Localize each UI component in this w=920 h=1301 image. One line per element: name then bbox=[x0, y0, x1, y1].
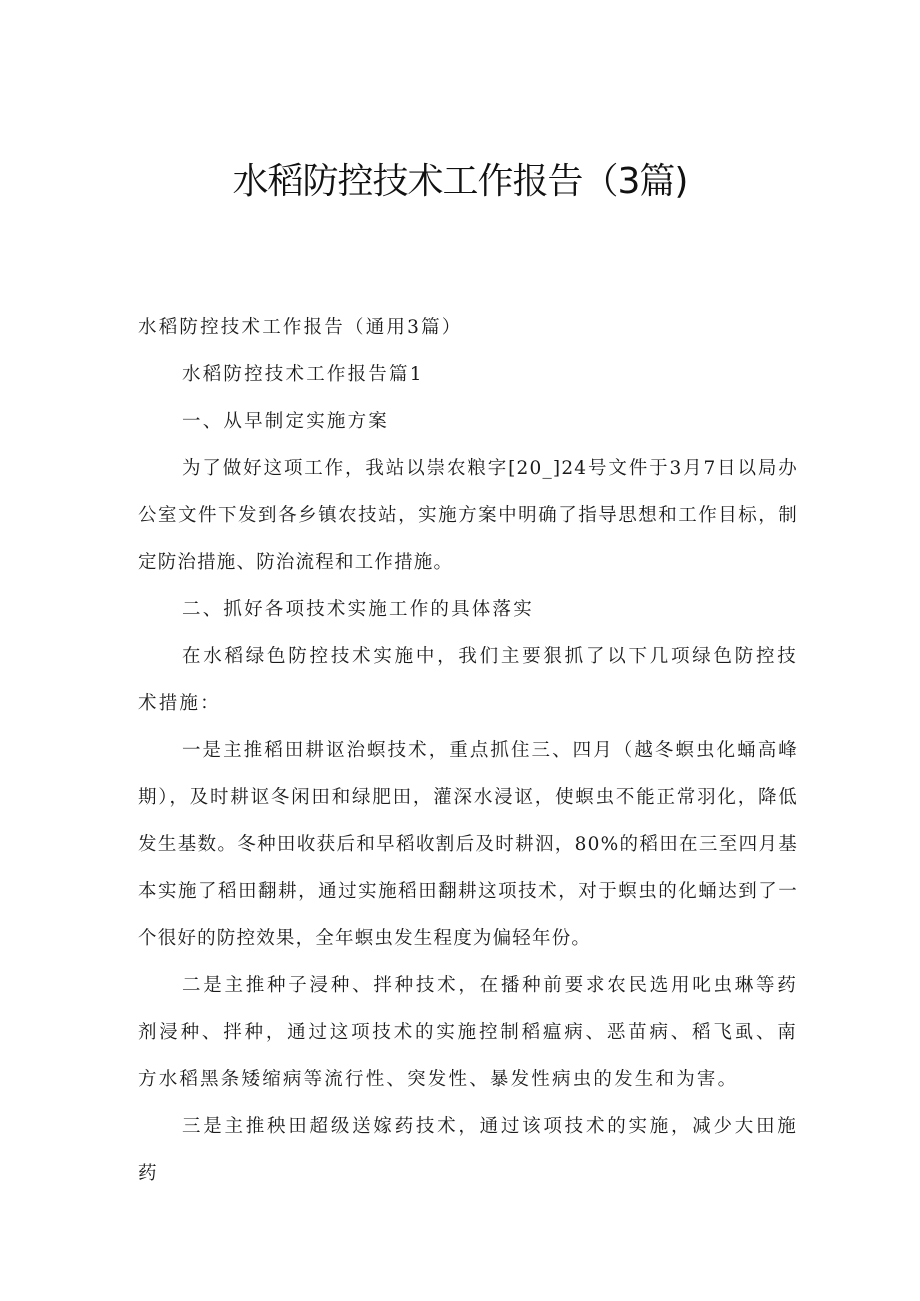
paragraph-heading-1: 一、从早制定实施方案 bbox=[182, 411, 390, 432]
paragraph-body-3: 一是主推稻田耕讴治螟技术，重点抓住三、四月（越冬螟虫化蛹高峰期），及时耕讴冬闲田和绿肥田，灌深水浸讴，使螟虫不能正常羽化，降低发生基数。冬种田收获后和早稻收割后及时耕泅，80%的稻田在三至四月基本实施了稻田翻耕，通过实施稻田翻耕这项技术，对于螟虫的化蛹达到了一个很好的防控效果，全年螟虫发生程度为偏轻年份。 bbox=[138, 740, 798, 949]
paragraph-body-4: 二是主推种子浸种、拌种技术，在播种前要求农民选用叱虫琳等药剂浸种、拌种，通过这项技术的实施控制稻瘟病、恶苗病、稻飞虱、南方水稻黑条矮缩病等流行性、突发性、暴发性病虫的发生和为害。 bbox=[138, 975, 798, 1090]
paragraph-subtitle: 水稻防控技术工作报告（通用3篇） bbox=[138, 317, 463, 338]
document-title: 水稻防控技术工作报告（3篇) bbox=[232, 161, 688, 202]
paragraph-body-5: 三是主推秧田超级送嫁药技术，通过该项技术的实施，减少大田施药 bbox=[138, 1116, 798, 1184]
paragraph-section-heading: 水稻防控技术工作报告篇1 bbox=[182, 364, 424, 385]
document-body bbox=[138, 304, 798, 1197]
paragraph-body-2: 在水稻绿色防控技术实施中，我们主要狠抓了以下几项绿色防控技术措施： bbox=[138, 646, 798, 714]
paragraph-heading-2: 二、抓好各项技术实施工作的具体落实 bbox=[182, 599, 534, 620]
paragraph-body-1: 为了做好这项工作，我站以崇农粮字[20_]24号文件于3月7日以局办公室文件下发到各乡镇农技站，实施方案中明确了指导思想和工作目标，制定防治措施、防治流程和工作措施。 bbox=[138, 458, 798, 573]
